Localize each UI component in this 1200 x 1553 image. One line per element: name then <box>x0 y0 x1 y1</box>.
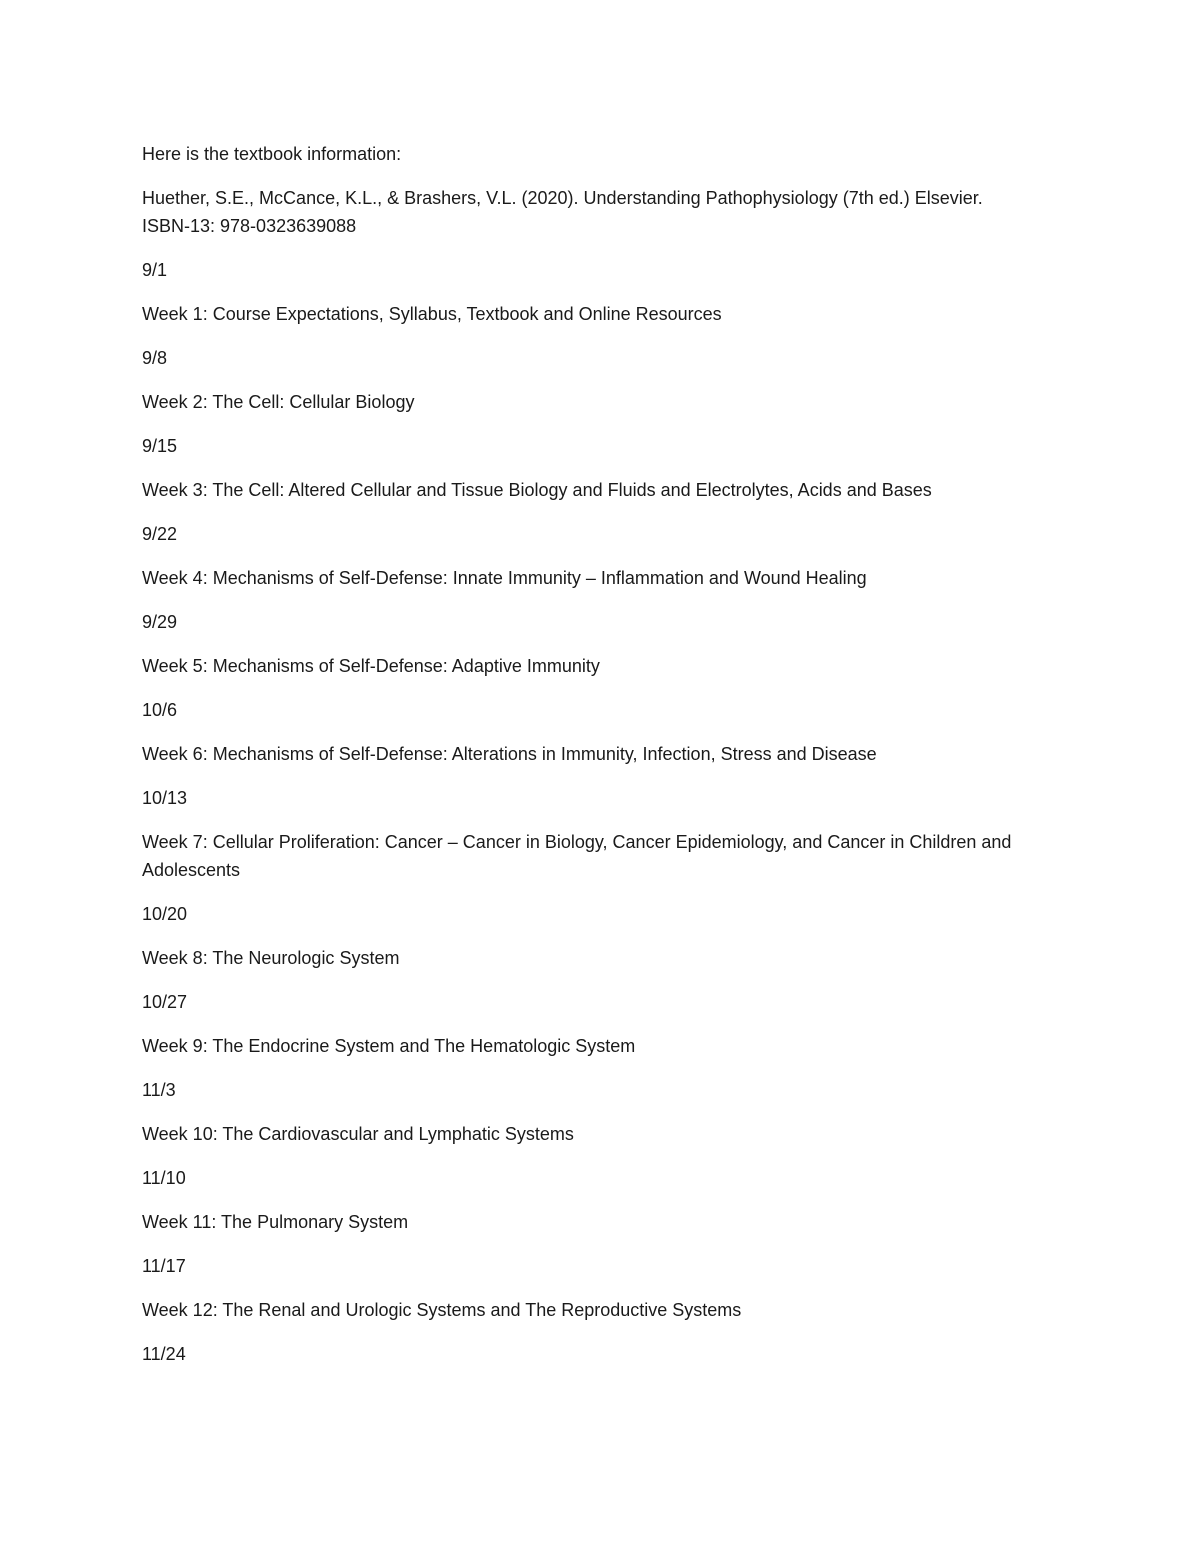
schedule-topic: Week 9: The Endocrine System and The Hematologic System <box>142 1036 636 1056</box>
schedule-date: 10/13 <box>142 788 188 808</box>
schedule-topic: Week 12: The Renal and Urologic Systems and The Reproductive Systems <box>142 1300 742 1320</box>
schedule-topic: Week 5: Mechanisms of Self-Defense: Adaptive Immunity <box>142 656 600 676</box>
schedule-topic: Week 7: Cellular Proliferation: Cancer – Cancer in Biology, Cancer Epidemiology, and Cancer in Children and Adolescents <box>142 832 1012 880</box>
schedule-topic: Week 6: Mechanisms of Self-Defense: Alterations in Immunity, Infection, Stress and Disease <box>142 744 877 764</box>
schedule-topic: Week 10: The Cardiovascular and Lymphatic Systems <box>142 1124 574 1144</box>
schedule-date: 11/17 <box>142 1256 186 1276</box>
schedule-date: 10/27 <box>142 992 188 1012</box>
schedule-date: 9/15 <box>142 436 178 456</box>
schedule-topic: Week 11: The Pulmonary System <box>142 1212 409 1232</box>
schedule-date: 9/22 <box>142 524 178 544</box>
schedule-date: 9/1 <box>142 260 168 280</box>
isbn-text: ISBN-13: 978-0323639088 <box>142 216 357 236</box>
schedule-date: 11/3 <box>142 1080 176 1100</box>
schedule-date: 9/8 <box>142 348 168 368</box>
textbook-citation: Huether, S.E., McCance, K.L., & Brashers, V.L. (2020). Understanding Pathophysiology (7th ed.) Elsevier. <box>142 188 983 208</box>
schedule-topic: Week 4: Mechanisms of Self-Defense: Innate Immunity – Inflammation and Wound Healing <box>142 568 867 588</box>
schedule-date: 11/24 <box>142 1344 186 1364</box>
schedule-date: 10/6 <box>142 700 178 720</box>
schedule-topic: Week 3: The Cell: Altered Cellular and Tissue Biology and Fluids and Electrolytes, Acids and Bases <box>142 480 932 500</box>
schedule-topic: Week 1: Course Expectations, Syllabus, Textbook and Online Resources <box>142 304 722 324</box>
intro-text: Here is the textbook information: <box>142 144 402 164</box>
schedule-date: 9/29 <box>142 612 178 632</box>
schedule-date: 10/20 <box>142 904 188 924</box>
schedule-date: 11/10 <box>142 1168 186 1188</box>
schedule-topic: Week 2: The Cell: Cellular Biology <box>142 392 415 412</box>
schedule-topic: Week 8: The Neurologic System <box>142 948 400 968</box>
document-page <box>142 140 1062 1368</box>
